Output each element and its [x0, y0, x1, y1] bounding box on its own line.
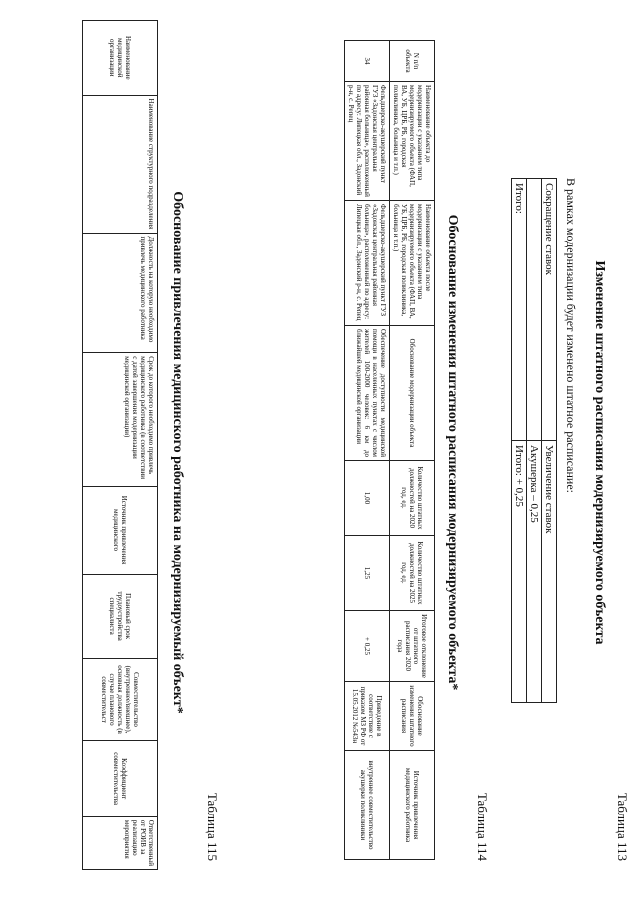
t114-col-count2025: Количество штатных должностей на 2025 год, ед. [390, 536, 435, 611]
t114-col-justification: Обоснование изменения штатного расписания [390, 682, 435, 751]
t114-row-count2020: 1,00 [345, 461, 390, 536]
table-row [345, 41, 390, 860]
t114-row-after: Фельдшерско-акушерский пункт ГУЗ «Задонская центральная районная больница», расположенный по адресу: Липецкая обл., Задонский р-н, с. Репец [345, 201, 390, 326]
t115-col-combining: Совместительство (внутреннее/внешнее), основная должность (в случае планового совместительст [83, 658, 158, 741]
table-row [542, 179, 557, 703]
t114-row-deviation: + 0,25 [345, 611, 390, 682]
table-113-row1-increase: Акушерка – 0,25 [527, 441, 542, 703]
table-113-total-decrease: Итого: [512, 179, 527, 441]
table-113-total-increase: Итого: + 0,25 [512, 441, 527, 703]
table-113 [511, 178, 557, 703]
table-115-title: Обоснование привлечения медицинского работника на модернизируемый объект* [170, 191, 185, 714]
table-113-title: Изменение штатного расписания модернизируемого объекта [592, 260, 607, 645]
t115-col-deadline: Срок до которого необходимо привлечь медицинского работника (в соответствии с датой завершения модернизации медицинской организации) [83, 353, 158, 486]
table-114-label: Таблица 114 [475, 792, 490, 861]
t114-row-num: 34 [345, 41, 390, 82]
table-113-header-decrease: Сокращение ставок [542, 179, 557, 441]
t114-col-before: Наименование объекта до модернизации с указанием типа модернизируемого объекта (ФАП, ВА, УБ, ЦРБ, РБ, городская поликлиника, больница и т.п.) [390, 82, 435, 201]
table-row [390, 41, 435, 860]
table-113-header-increase: Увеличение ставок [542, 441, 557, 703]
t115-col-position: Должность на которую необходимо привлечь медицинского работника [83, 233, 158, 353]
table-114 [344, 40, 435, 860]
table-113-label: Таблица 113 [615, 792, 630, 861]
t115-col-responsible: Ответственный от РОИВ за реализацию мероприятия [83, 816, 158, 869]
t114-col-source: Источник привлечения медицинского работника [390, 751, 435, 860]
t114-row-justification: Приведение в соответствие с приказом МЗ РФ от 15.05.2012 №543н [345, 682, 390, 751]
t115-col-unit: Наименование структурного подразделения [83, 95, 158, 233]
table-115 [82, 20, 158, 870]
t115-col-source: Источник привлечения медицинского [83, 486, 158, 574]
table-row [83, 21, 158, 870]
t114-col-count2020: Количество штатных должностей на 2020 год, ед. [390, 461, 435, 536]
t115-col-coefficient: Коэффициент совместительства [83, 741, 158, 816]
t114-col-after: Наименование объекта после модернизации с указанием типа модернизируемого объекта (ФАП, ВА, УБ, ЦРБ, РБ, городская поликлиника, больница и т.п.) [390, 201, 435, 326]
table-115-label: Таблица 115 [205, 792, 220, 861]
t114-col-deviation: Итоговое отклонение от штатного расписания 2020 года [390, 611, 435, 682]
table-113-row1-decrease [527, 179, 542, 441]
table-row [527, 179, 542, 703]
table-113-intro: В рамках модернизации будет изменено штатное расписание: [564, 178, 578, 493]
t115-col-plan-date: Плановый срок трудоустройства специалиста [83, 574, 158, 658]
t114-row-count2025: 1,25 [345, 536, 390, 611]
t114-col-reason: Обоснование модернизации объекта [390, 326, 435, 461]
t114-row-source: внутреннее совместительство акушерки поликлиники [345, 751, 390, 860]
t114-row-reason: Обеспечение доступности медицинской помощи в населенных пунктах с числом жителей 100-2000 человек: 6 км до ближайшей медицинской организации [345, 326, 390, 461]
t114-col-num: N п/п объекта [390, 41, 435, 82]
t115-col-org: Наименование медицинской организации [83, 21, 158, 96]
t114-row-before: Фельдшерско-акушерский пункт ГУЗ «Задонская центральная районная больница», расположенный по адресу: Липецкая обл., Задонский р-н, с. Репец [345, 82, 390, 201]
table-114-title: Обоснование изменения штатного расписания модернизируемого объекта* [445, 214, 460, 691]
table-row [512, 179, 527, 703]
